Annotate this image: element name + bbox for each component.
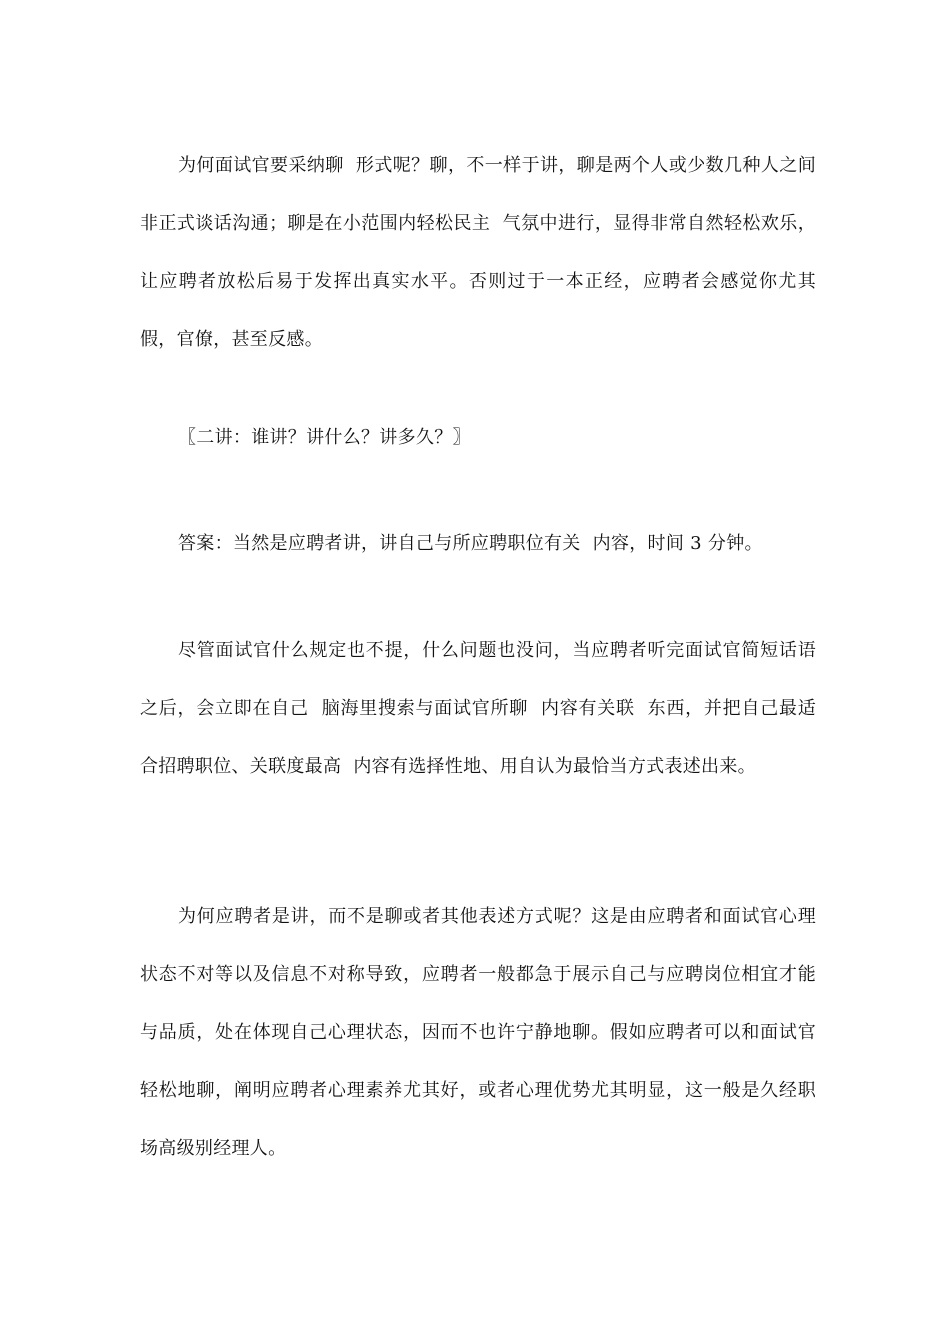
paragraph-applicant-response: 尽管面试官什么规定也不提，什么问题也没问，当应聘者听完面试官简短话语之后，会立即在自己 脑海里搜索与面试官所聊 内容有关联 东西，并把自己最适合招聘职位、关联度最高 内容有选择性地、用自认为最恰当方式表述出来。: [140, 640, 816, 777]
paragraph-why-chat: 为何面试官要采纳聊 形式呢？聊，不一样于讲，聊是两个人或少数几种人之间 非正式谈话沟通；聊是在小范围内轻松民主 气氛中进行，显得非常自然轻松欢乐，让应聘者放松后易于发挥出真实水平。否则过于一本正经，应聘者会感觉你尤其假，官僚，甚至反感。: [140, 155, 829, 350]
section-heading-speak: 〖二讲：谁讲？讲什么？讲多久？〗: [178, 427, 471, 448]
paragraph-why-speak: 为何应聘者是讲，而不是聊或者其他表述方式呢？这是由应聘者和面试官心理状态不对等以及信息不对称导致，应聘者一般都急于展示自己与应聘岗位相宜才能与品质，处在体现自己心理状态，因而不也许宁静地聊。假如应聘者可以和面试官轻松地聊，阐明应聘者心理素养尤其好，或者心理优势尤其明显，这一般是久经职场高级别经理人。: [140, 906, 816, 1159]
paragraph-answer: 答案：当然是应聘者讲，讲自己与所应聘职位有关 内容，时间 3 分钟。: [178, 533, 763, 554]
